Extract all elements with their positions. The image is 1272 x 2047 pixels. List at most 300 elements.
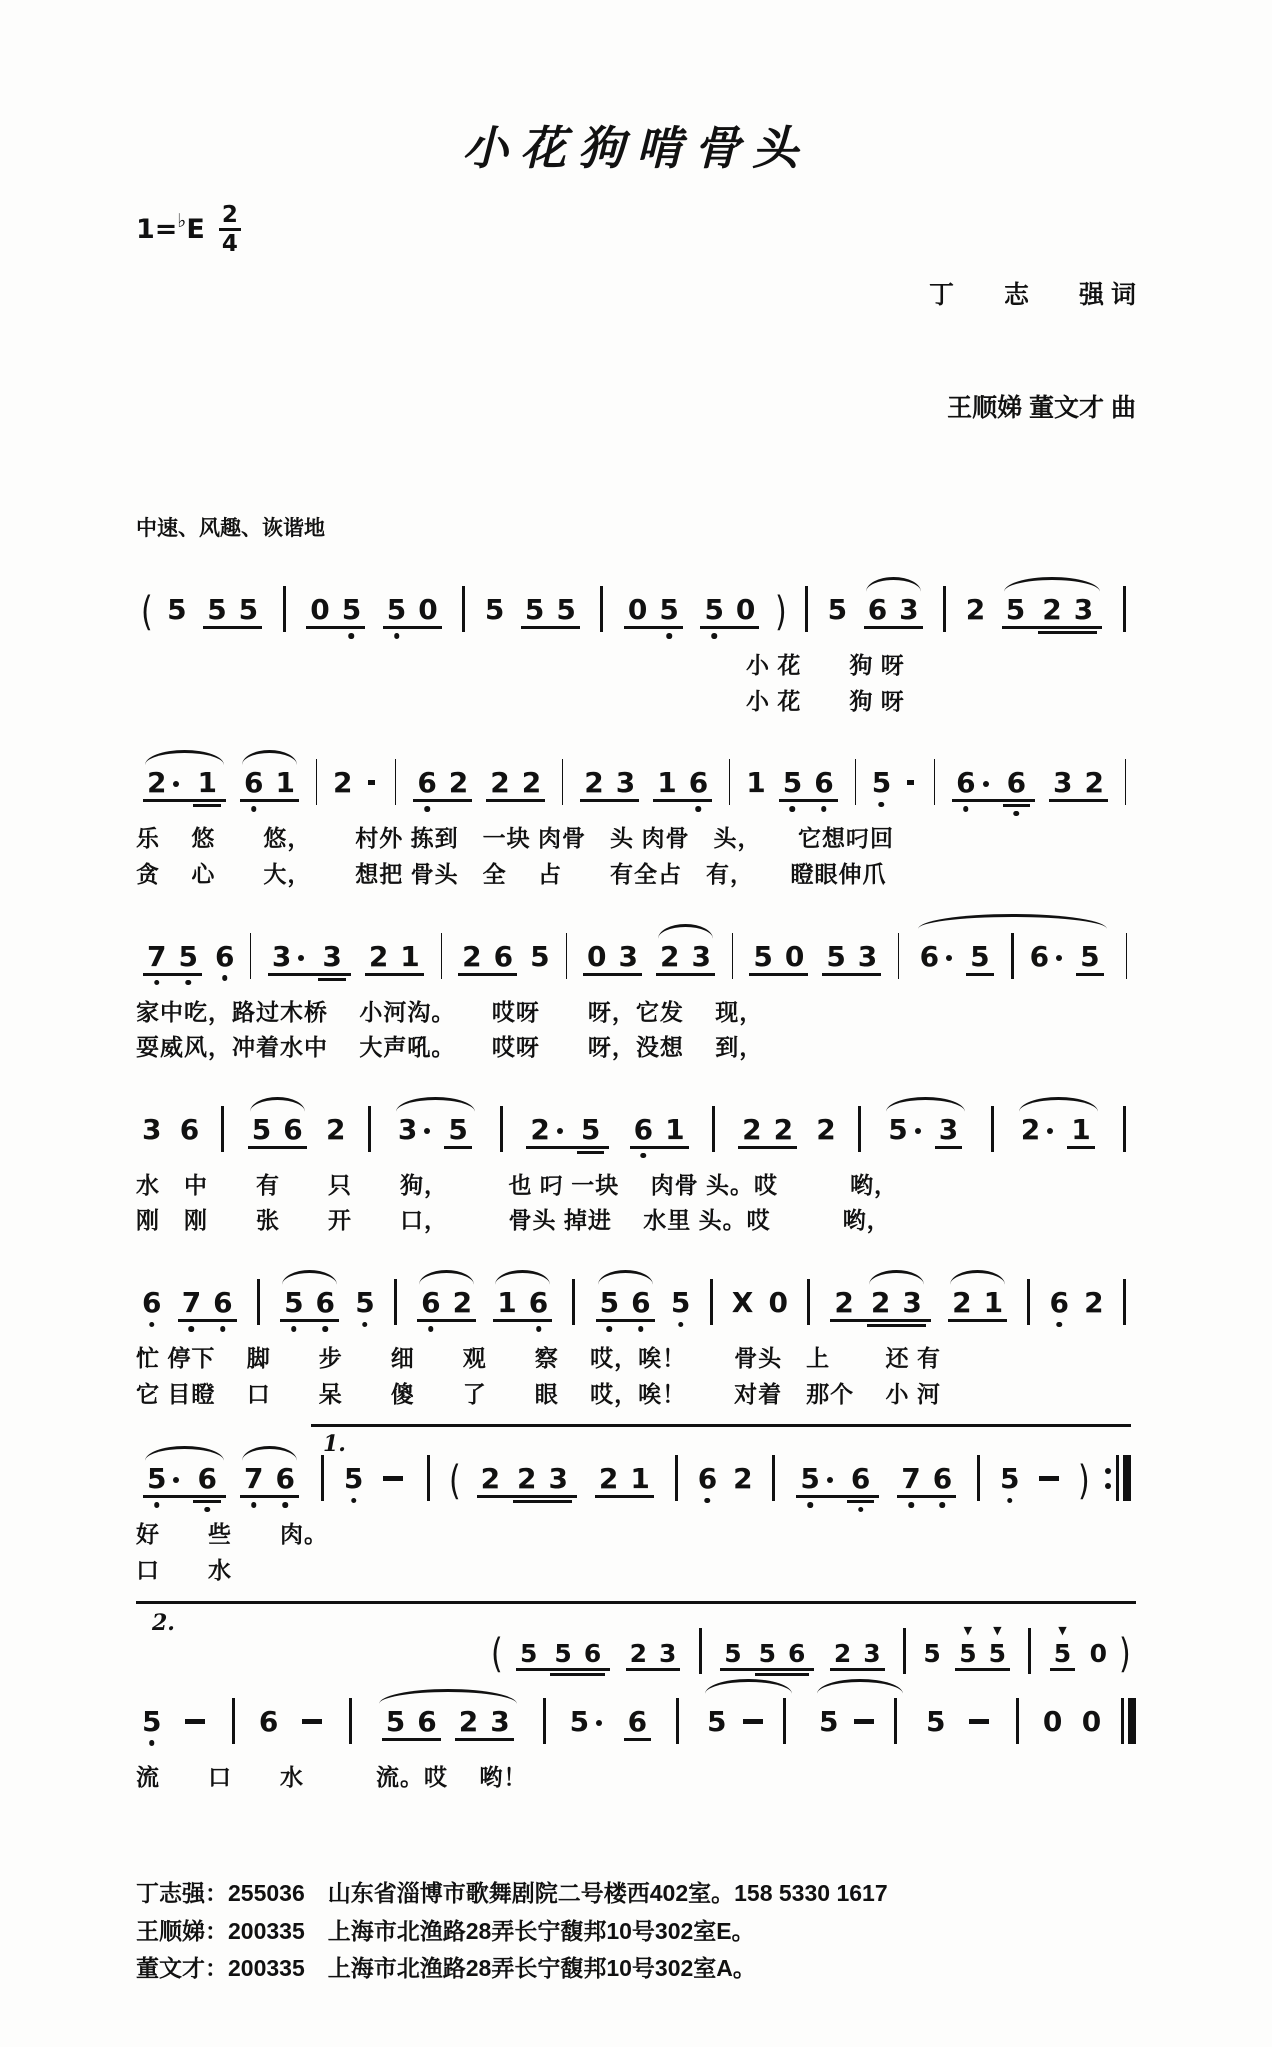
beam-line (796, 1495, 879, 1498)
note-number: 5 (554, 1641, 571, 1666)
low-octave-dot (1056, 1322, 1062, 1328)
augmentation-dot (915, 1128, 921, 1134)
slur-group (654, 943, 717, 971)
beam-group (777, 769, 840, 797)
note (1049, 1289, 1068, 1317)
note-number: 5 (819, 1708, 838, 1736)
note (342, 596, 361, 624)
beam-group (453, 1708, 516, 1736)
note-number: 2 (369, 943, 388, 971)
beam-line (656, 973, 715, 976)
beam-line (143, 799, 226, 802)
note (1074, 596, 1093, 624)
note-number: 0 (785, 943, 804, 971)
rest-note (1090, 1641, 1107, 1666)
note (746, 769, 765, 797)
note-number: 2 (522, 769, 541, 797)
note (923, 1641, 940, 1666)
note-number: 0 (628, 596, 647, 624)
note-number: 1 (657, 769, 676, 797)
note (584, 1641, 601, 1666)
note-number: 3 (619, 943, 638, 971)
slur-arc (145, 750, 224, 765)
parenthesis: ) (775, 596, 787, 628)
beam-group (484, 769, 547, 797)
beam-line (779, 799, 838, 802)
note-number: 5 (659, 596, 678, 624)
note-number: 6 (689, 769, 708, 797)
note-number: 5 (581, 1116, 600, 1144)
note-number: 5 (239, 596, 258, 624)
note-number: 5 (753, 943, 772, 971)
low-octave-dot (291, 1326, 297, 1332)
beam-group (828, 1641, 887, 1666)
note (956, 769, 989, 797)
beam-group (1074, 943, 1105, 971)
beam-line (458, 973, 517, 976)
note (520, 1641, 537, 1666)
lyric-line: 小 花 狗 呀 (136, 648, 1136, 684)
note-number: 5 (387, 596, 406, 624)
slur-arc (379, 1689, 517, 1704)
slur-group (491, 1289, 554, 1317)
low-octave-dot (821, 806, 827, 812)
beam-line (203, 626, 262, 629)
beam-group (380, 1708, 443, 1736)
low-octave-dot (394, 633, 400, 639)
note (449, 769, 468, 797)
beam-group (1036, 596, 1099, 624)
augmentation-dot (983, 781, 989, 787)
barline (712, 1106, 715, 1152)
beam-group (141, 943, 204, 971)
lyric-line: 忙 停下 脚 步 细 观 察 哎，唉！ 骨头 上 还 有 (136, 1341, 1136, 1377)
note-number: 6 (920, 943, 939, 971)
contact-line: 董文才：200335 上海市北渔路28弄长宁馥邦10号302室A。 (136, 1950, 1136, 1987)
low-octave-dot (607, 1326, 613, 1332)
note-number: 1 (746, 769, 765, 797)
slur-group (238, 1465, 301, 1493)
note (660, 943, 679, 971)
note-number: 5 (344, 1465, 363, 1493)
note (522, 769, 541, 797)
note-number: 5 (671, 1289, 690, 1317)
note-number: 3 (490, 1708, 509, 1736)
beam-line (382, 1738, 441, 1741)
slur-arc (1004, 577, 1100, 592)
note-number: 5 (520, 1641, 537, 1666)
barline (783, 1698, 786, 1744)
barline (462, 586, 465, 632)
slur-arc (866, 577, 921, 592)
note (966, 596, 985, 624)
note-number: 2 (490, 769, 509, 797)
note (926, 1708, 945, 1736)
note (530, 943, 549, 971)
note (707, 1708, 726, 1736)
note-number: 3 (616, 769, 635, 797)
music-system (136, 905, 1136, 1066)
note-number: 5 (525, 596, 544, 624)
beam-group (628, 1116, 691, 1144)
note-number: 5 (704, 596, 723, 624)
note (631, 1289, 650, 1317)
note-number: 7 (182, 1289, 201, 1317)
note-number: 6 (1049, 1289, 1068, 1317)
lyric-line: 刚 刚 张 开 口， 骨头 掉进 水里 头。哎 哟， (136, 1203, 1136, 1239)
beam-line (193, 804, 220, 807)
beam-group (581, 943, 644, 971)
beam-group (753, 1641, 812, 1666)
note (816, 1116, 835, 1144)
note-number: 6 (142, 1289, 161, 1317)
beam-line (193, 1500, 220, 1503)
beam-group (191, 1465, 222, 1493)
beam-line (526, 1146, 609, 1149)
note (659, 596, 678, 624)
note-number: 3 (272, 943, 291, 971)
note-number: 5 (570, 1708, 589, 1736)
meta-row (136, 202, 1136, 502)
note (774, 1116, 793, 1144)
note (1042, 596, 1061, 624)
note-number: 3 (863, 1641, 880, 1666)
note-number: 7 (244, 1465, 263, 1493)
note (783, 769, 802, 797)
note-number: 2 (871, 1289, 890, 1317)
parenthesis: ( (449, 1465, 461, 1497)
lyric-line: 耍威风，冲着水中 大声吼。 哎呀 呀，没想 到， (136, 1030, 1136, 1066)
low-octave-dot (204, 1507, 210, 1513)
note (868, 596, 887, 624)
note-number: 5 (530, 943, 549, 971)
note-number: 5 (1000, 1465, 1019, 1493)
note-number: 6 (634, 1116, 653, 1144)
note (369, 943, 388, 971)
low-octave-dot (362, 1322, 368, 1328)
augmentation-dot (827, 1477, 833, 1483)
note (863, 1641, 880, 1666)
note-number: 5 ▼ (989, 1641, 1006, 1666)
barline (710, 1279, 713, 1325)
note (398, 1116, 431, 1144)
note-number: 6 (180, 1116, 199, 1144)
low-octave-dot (963, 806, 969, 812)
slur-group (946, 1289, 1009, 1317)
note (244, 769, 263, 797)
note-number: 2 (530, 1116, 549, 1144)
note (819, 1708, 838, 1736)
beam-group (624, 1641, 683, 1666)
note (899, 596, 918, 624)
note (570, 1708, 603, 1736)
barline (427, 1455, 430, 1501)
beam-group (593, 1465, 656, 1493)
note-number: 2 (1042, 596, 1061, 624)
note (207, 596, 226, 624)
note-number: 6 (868, 596, 887, 624)
note-number: 0 (310, 596, 329, 624)
beam-line (935, 1146, 962, 1149)
note (448, 1116, 467, 1144)
music-system (136, 731, 1136, 892)
beam-line (143, 973, 202, 976)
note (671, 1289, 690, 1317)
barline (903, 1628, 906, 1674)
barline (676, 1698, 679, 1744)
beam-line (413, 799, 472, 802)
slur-group (1000, 596, 1104, 624)
volta-group (311, 1424, 1131, 1493)
note-number: 5 (556, 596, 575, 624)
parenthesis: ) (1119, 1638, 1131, 1670)
note (665, 1116, 684, 1144)
note-number: 6 (215, 943, 234, 971)
barline (772, 1455, 775, 1501)
note-number: 5 (252, 1116, 271, 1144)
note (530, 1116, 563, 1144)
slur-group (141, 769, 228, 797)
note-number: 6 (933, 1465, 952, 1493)
note (920, 943, 953, 971)
note (322, 943, 341, 971)
beam-line (444, 1146, 471, 1149)
dash-note (368, 780, 375, 785)
beam-group (548, 1641, 607, 1666)
note (599, 1465, 618, 1493)
beam-line (417, 1319, 476, 1322)
lyric-line: 口 水 (136, 1553, 1136, 1589)
note (634, 1116, 653, 1144)
x-note (732, 1289, 754, 1317)
key-prefix: 1= (136, 214, 177, 245)
beam-line (948, 1319, 1007, 1322)
accent-icon: ▼ (1058, 1625, 1066, 1636)
low-octave-dot (696, 806, 702, 812)
beam-line (178, 1319, 237, 1322)
note-number: 2 (599, 1465, 618, 1493)
note (197, 1465, 216, 1493)
note-number: 2 (449, 769, 468, 797)
barline (1123, 1279, 1126, 1325)
note-number: 5 (828, 596, 847, 624)
beam-line (365, 973, 424, 976)
note (733, 1465, 752, 1493)
barline (1125, 759, 1126, 805)
note-number: 6 (259, 1708, 278, 1736)
beam-group (442, 1116, 473, 1144)
note (497, 1289, 516, 1317)
beam-line (240, 1495, 299, 1498)
note (698, 1465, 717, 1493)
note-number: 3 (142, 1116, 161, 1144)
barline (858, 1106, 861, 1152)
note-number: 5 (1006, 596, 1025, 624)
low-octave-dot (1007, 1498, 1013, 1504)
accent-icon: ▼ (993, 1625, 1001, 1636)
barline (807, 1279, 810, 1325)
beam-line (521, 626, 580, 629)
rest-note (736, 596, 755, 624)
slur-group (813, 1698, 907, 1736)
barline (729, 759, 730, 805)
low-octave-dot (428, 1326, 434, 1332)
note-number: 2 (660, 943, 679, 971)
note-number: 5 (284, 1289, 303, 1317)
low-octave-dot (222, 975, 228, 981)
barline (934, 759, 935, 805)
note (387, 596, 406, 624)
beam-line (1002, 626, 1102, 629)
note (182, 1289, 201, 1317)
beam-line (268, 973, 351, 976)
note-number: 6 (956, 769, 975, 797)
note-number: 3 (1053, 769, 1072, 797)
dash-note (302, 1719, 322, 1724)
barline (1027, 1279, 1030, 1325)
note-number: 2 (459, 1708, 478, 1736)
barline (368, 1106, 371, 1152)
dash-note (383, 1476, 403, 1481)
note-number: 5 (800, 1465, 819, 1493)
beam-group (381, 596, 444, 624)
beam-group (1048, 1641, 1077, 1666)
low-octave-dot (424, 806, 430, 812)
note (858, 943, 877, 971)
low-octave-dot (185, 980, 191, 986)
beam-line (630, 1146, 689, 1149)
barline (232, 1698, 235, 1744)
time-numerator: 2 (219, 202, 241, 231)
barline (977, 1455, 980, 1501)
note (275, 769, 294, 797)
rest-note (310, 596, 329, 624)
beam-line (493, 1319, 552, 1322)
note (691, 943, 710, 971)
beam-line (486, 799, 545, 802)
beam-line (1049, 799, 1108, 802)
note-number: 2 (966, 596, 985, 624)
note (628, 1708, 647, 1736)
low-octave-dot (641, 1153, 647, 1159)
beam-line (1076, 973, 1103, 976)
note-number: 3 (549, 1465, 568, 1493)
music-system (136, 558, 1136, 719)
note (239, 596, 258, 624)
dash-note (854, 1719, 874, 1724)
note (333, 769, 352, 797)
music-system (136, 1251, 1136, 1412)
augmentation-dot (1056, 955, 1062, 961)
note (630, 1641, 647, 1666)
time-signature (219, 202, 241, 258)
note-number: 0 (587, 943, 606, 971)
note-number: 6 (197, 1465, 216, 1493)
barline (1011, 933, 1014, 979)
note-number: 3 (899, 596, 918, 624)
beam-group (266, 943, 353, 971)
slur-group (278, 1289, 341, 1317)
note (619, 943, 638, 971)
note (275, 1465, 294, 1493)
note-number: 1 (197, 769, 216, 797)
barline (1123, 1106, 1126, 1152)
note (989, 1641, 1006, 1666)
beam-group (794, 1465, 881, 1493)
note-number: 5 ▼ (1054, 1641, 1071, 1666)
note-number: 2 (147, 769, 166, 797)
rest-note (1082, 1708, 1101, 1736)
note-number: 1 (497, 1289, 516, 1317)
low-octave-dot (251, 806, 257, 812)
beam-line (477, 1495, 577, 1498)
barline (1028, 1628, 1031, 1674)
low-octave-dot (149, 1322, 155, 1328)
beam-group (736, 1116, 799, 1144)
note-number: 5 (355, 1289, 374, 1317)
beam-group (698, 596, 761, 624)
note (902, 1289, 921, 1317)
note-number: 5 (142, 1708, 161, 1736)
note (462, 943, 481, 971)
accent-icon: ▼ (964, 1625, 972, 1636)
note (584, 769, 603, 797)
barline (1016, 1698, 1019, 1744)
barline (394, 1279, 397, 1325)
note (167, 596, 186, 624)
note (529, 1289, 548, 1317)
slur-arc (495, 1270, 550, 1285)
low-octave-dot (282, 1502, 288, 1508)
low-octave-dot (323, 1326, 329, 1332)
note-number: 3 (659, 1641, 676, 1666)
note (147, 943, 166, 971)
low-octave-dot (711, 633, 717, 639)
beam-line (306, 626, 365, 629)
note (871, 1289, 890, 1317)
barline (600, 586, 603, 632)
low-octave-dot (251, 1502, 257, 1508)
note (581, 1116, 600, 1144)
note (984, 1289, 1003, 1317)
note (554, 1641, 571, 1666)
note-number: 5 (600, 1289, 619, 1317)
beam-group (718, 1641, 816, 1666)
beam-line (738, 1146, 797, 1149)
lyric-line: 家中吃，路过木桥 小河沟。 哎呀 呀，它发 现， (136, 995, 1136, 1031)
note (197, 769, 216, 797)
beam-line (143, 1495, 226, 1498)
beam-group (895, 1465, 958, 1493)
low-octave-dot (940, 1502, 946, 1508)
note-number: 5 (826, 943, 845, 971)
beam-group (845, 1465, 876, 1493)
beam-group (622, 1708, 653, 1736)
note (481, 1465, 500, 1493)
note-number: 5 ▼ (959, 1641, 976, 1666)
beam-line (867, 1324, 926, 1327)
note-number: 3 (398, 1116, 417, 1144)
slur-arc (145, 1446, 224, 1461)
note-number: 2 (584, 769, 603, 797)
note-number: 3 (322, 943, 341, 971)
note (417, 769, 436, 797)
note-number: 2 (1085, 769, 1104, 797)
note-number: 5 (926, 1708, 945, 1736)
beam-line (580, 799, 639, 802)
music-system (136, 1078, 1136, 1239)
rest-note (628, 596, 647, 624)
